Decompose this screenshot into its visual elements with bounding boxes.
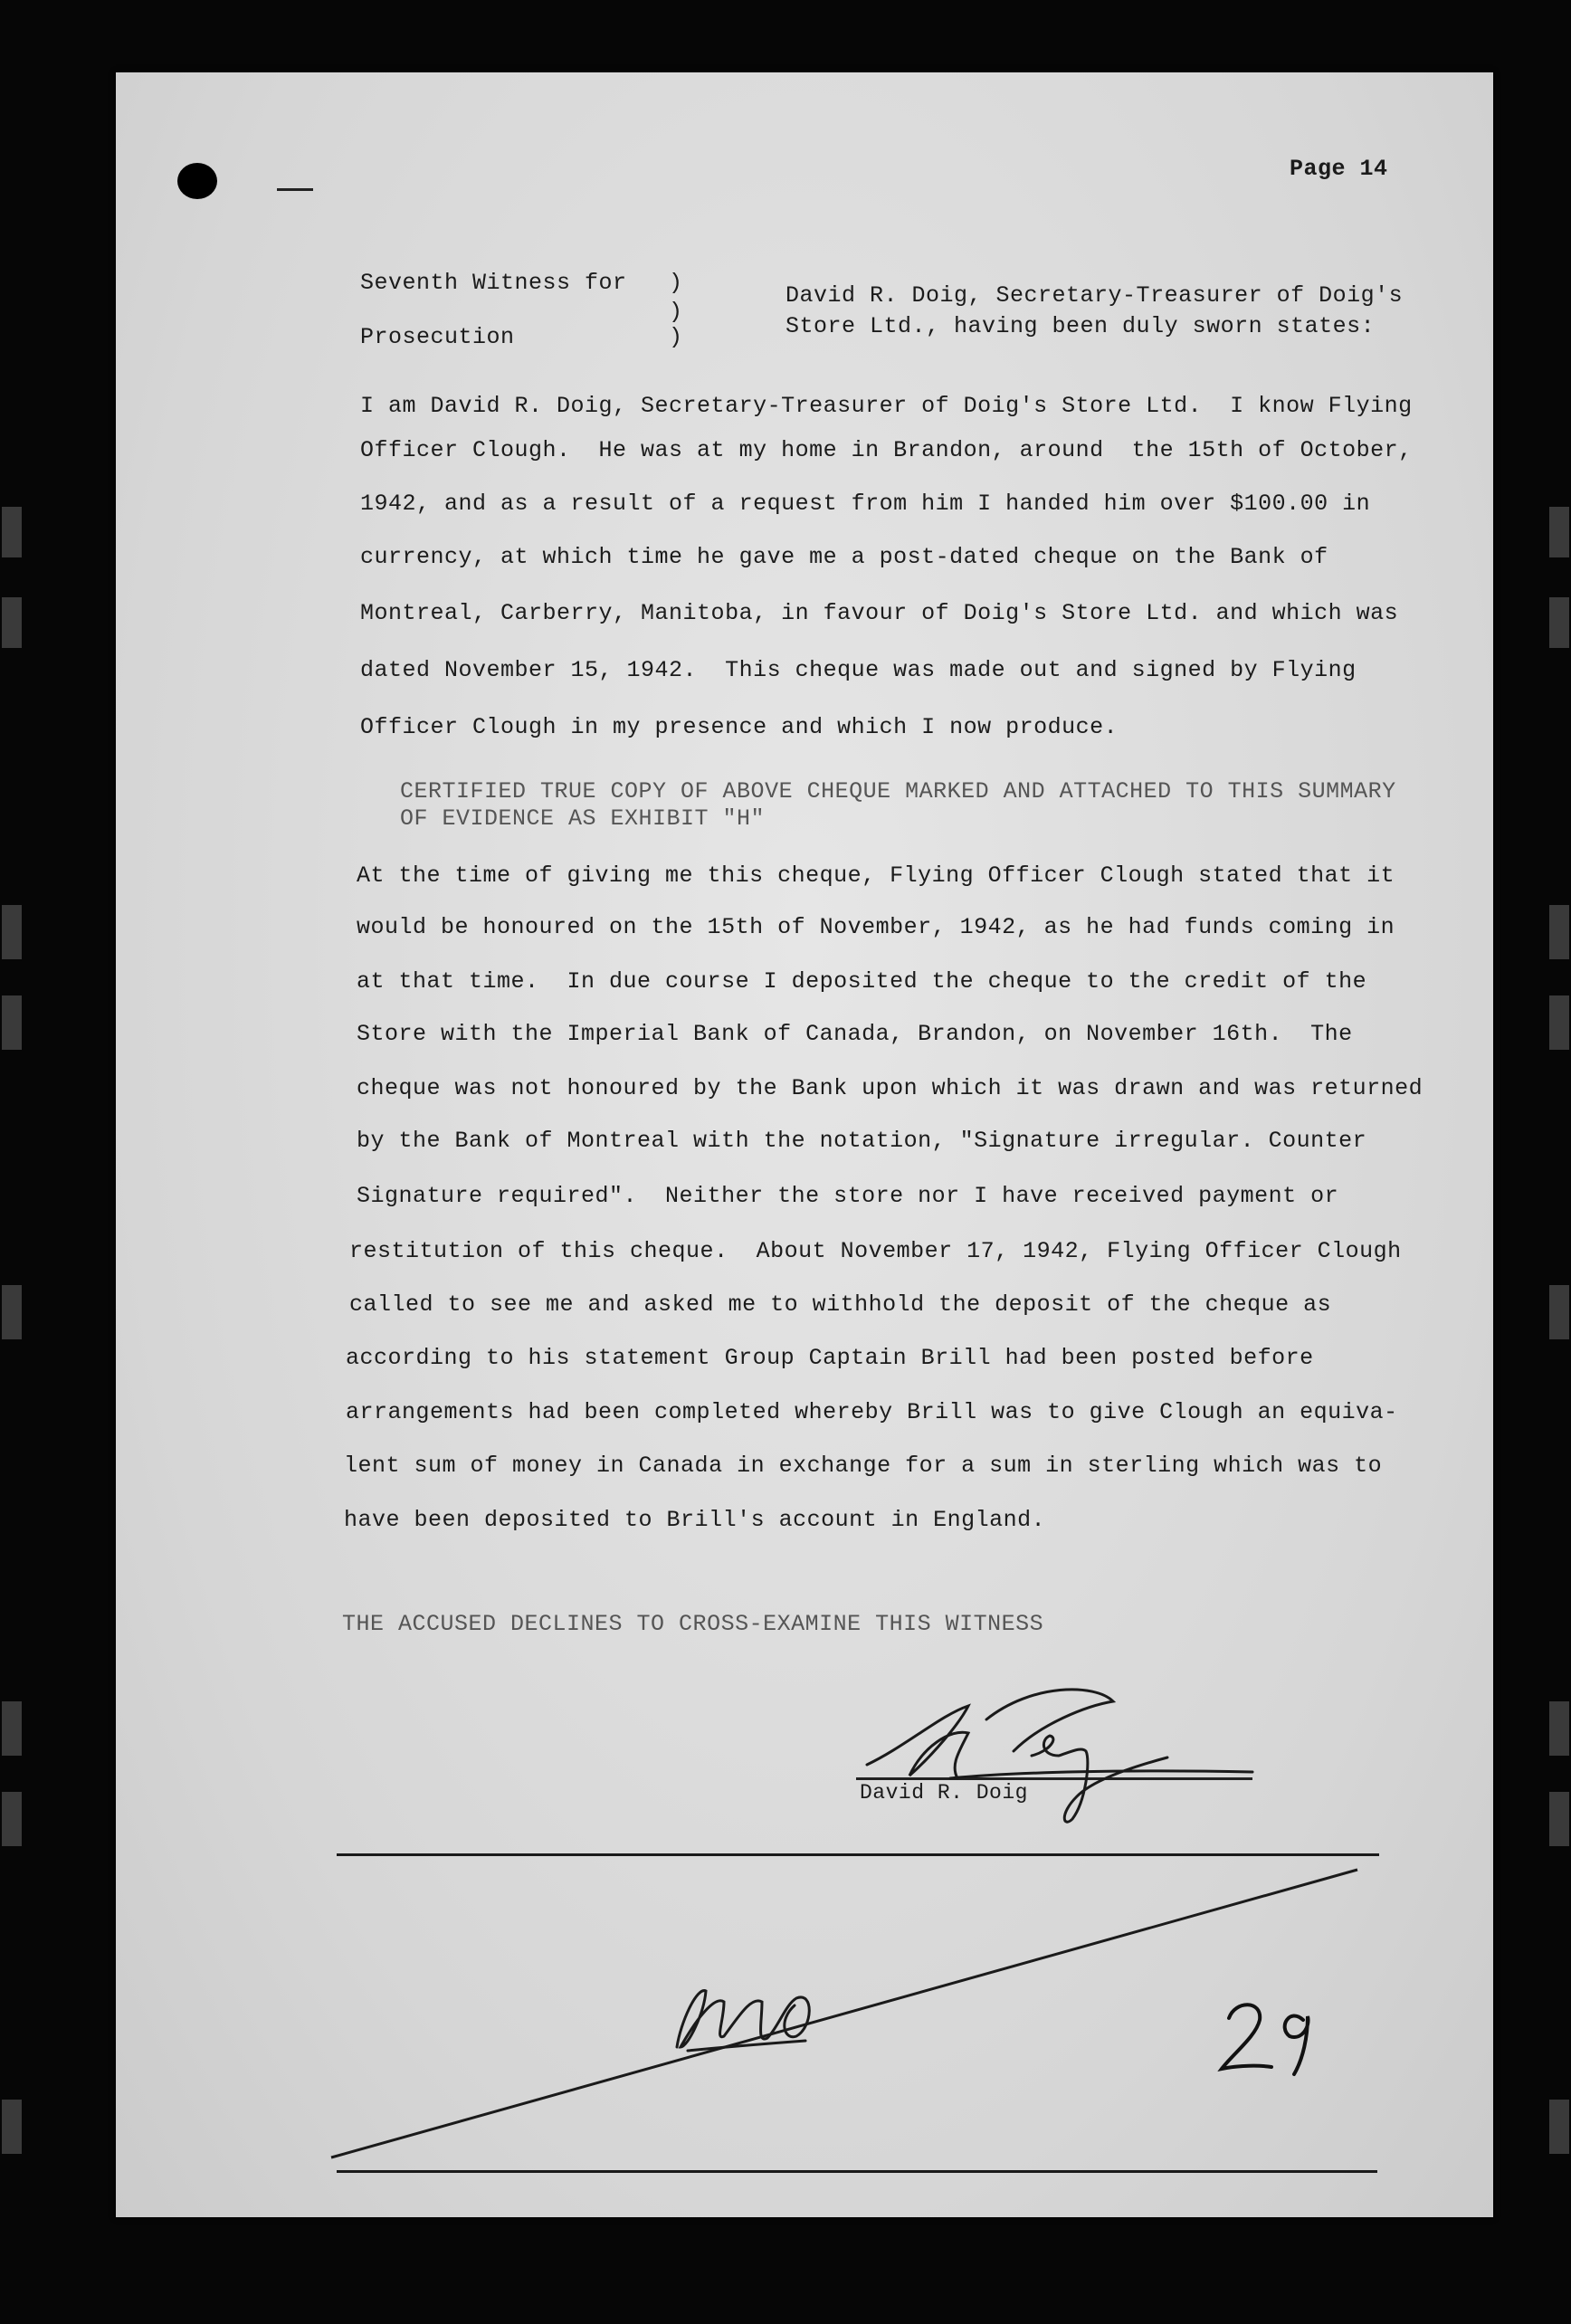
text-line: cheque was not honoured by the Bank upon which it was drawn and was returned: [357, 1075, 1423, 1101]
text-line: would be honoured on the 15th of November, 1942, as he had funds coming in: [357, 914, 1395, 940]
signature-name: David R. Doig: [860, 1781, 1028, 1805]
text-line: called to see me and asked me to withhold the deposit of the cheque as: [349, 1291, 1332, 1318]
text-line: currency, at which time he gave me a post-dated cheque on the Bank of: [360, 544, 1328, 570]
text-line: according to his statement Group Captain Brill had been posted before: [346, 1345, 1314, 1371]
text-line: at that time. In due course I deposited the cheque to the credit of the: [357, 968, 1367, 995]
diagonal-strike-line: [331, 1870, 1357, 2157]
text-line: dated November 15, 1942. This cheque was made out and signed by Flying: [360, 657, 1357, 683]
heading-left-line: Prosecution ): [360, 324, 683, 350]
page-number: Page 14: [1290, 156, 1388, 182]
text-line: Signature required". Neither the store nor I have received payment or: [357, 1183, 1339, 1209]
text-line: Officer Clough. He was at my home in Brandon, around the 15th of October,: [360, 437, 1413, 463]
text-line: restitution of this cheque. About November 17, 1942, Flying Officer Clough: [349, 1238, 1402, 1264]
accused-declines-line: THE ACCUSED DECLINES TO CROSS-EXAMINE THIS WITNESS: [342, 1611, 1044, 1637]
text-line: OF EVIDENCE AS EXHIBIT "H": [400, 805, 766, 832]
handwritten-signature: [867, 1690, 1252, 1822]
text-line: arrangements had been completed whereby Brill was to give Clough an equiva-: [346, 1399, 1398, 1425]
heading-left-line: Seventh Witness for ): [360, 270, 683, 296]
text-line: have been deposited to Brill's account in England.: [344, 1507, 1046, 1533]
text-line: Officer Clough in my presence and which I now produce.: [360, 714, 1119, 740]
heading-right-line: Store Ltd., having been duly sworn states:: [786, 313, 1376, 339]
text-line: I am David R. Doig, Secretary-Treasurer of Doig's Store Ltd. I know Flying: [360, 393, 1413, 419]
text-line: 1942, and as a result of a request from him I handed him over $100.00 in: [360, 491, 1371, 517]
text-line: by the Bank of Montreal with the notation, "Signature irregular. Counter: [357, 1128, 1367, 1154]
heading-right-line: David R. Doig, Secretary-Treasurer of Doig's: [786, 282, 1404, 309]
text-line: At the time of giving me this cheque, Flying Officer Clough stated that it: [357, 862, 1395, 889]
text-line: CERTIFIED TRUE COPY OF ABOVE CHEQUE MARKED AND ATTACHED TO THIS SUMMARY: [400, 778, 1396, 805]
heading-left-line: ): [360, 299, 683, 325]
handwritten-page-number: [1222, 2005, 1309, 2074]
text-line: Montreal, Carberry, Manitoba, in favour of Doig's Store Ltd. and which was: [360, 600, 1399, 626]
text-line: lent sum of money in Canada in exchange for a sum in sterling which was to: [344, 1452, 1383, 1479]
text-line: Store with the Imperial Bank of Canada, Brandon, on November 16th. The: [357, 1021, 1353, 1047]
